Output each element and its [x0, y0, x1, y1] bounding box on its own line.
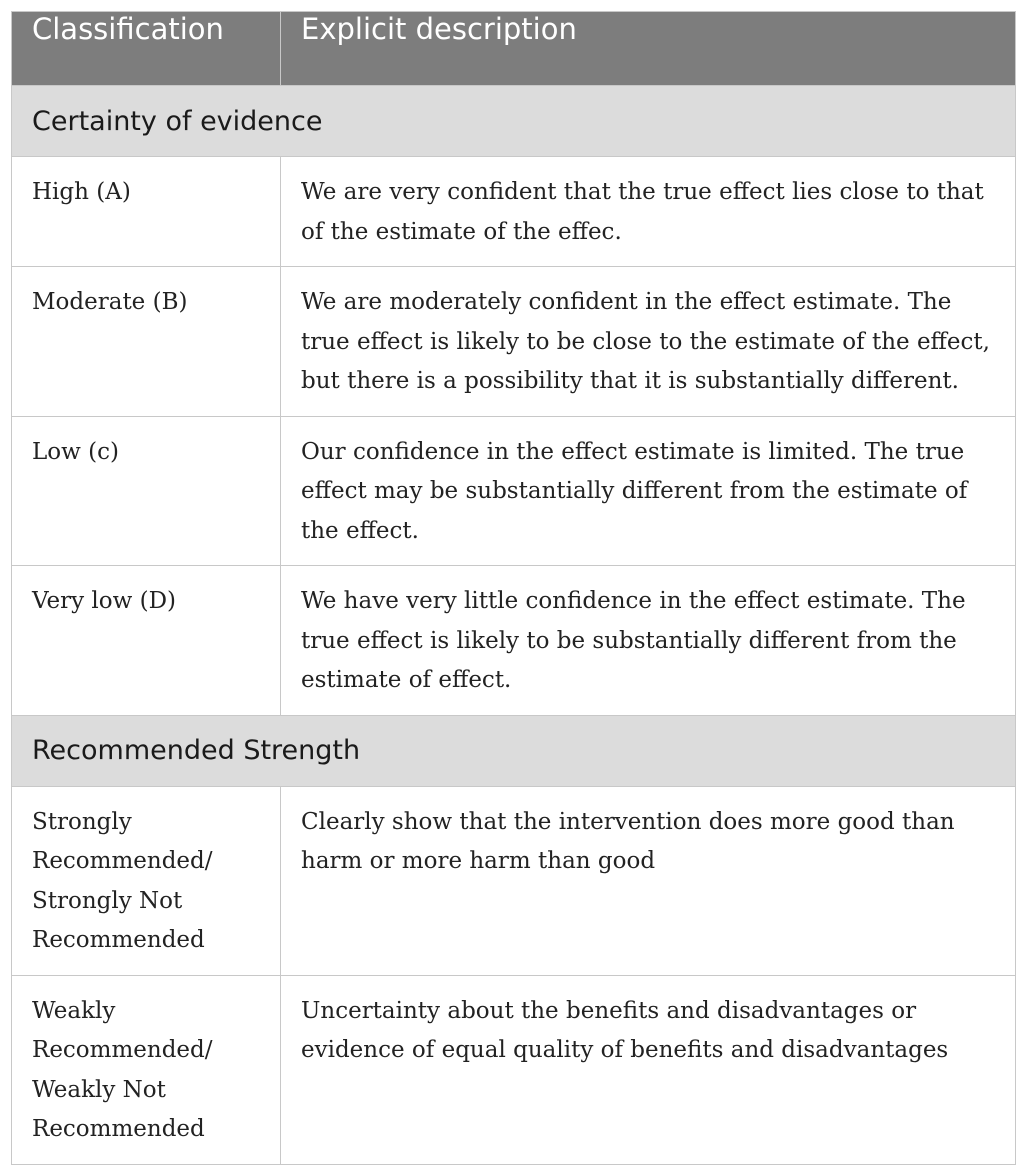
table-row	[12, 566, 1016, 716]
description-cell: We are very confident that the true effect lies close to that of the estimate of the effec.	[281, 157, 1016, 267]
classification-cell: Low (c)	[12, 416, 281, 566]
description-cell: Our confidence in the effect estimate is limited. The true effect may be substantially different from the estimate of the effect.	[281, 416, 1016, 566]
table-row	[12, 786, 1016, 975]
classification-cell: Weakly Recommended/ Weakly Not Recommended	[12, 975, 281, 1164]
section-title: Recommended Strength	[12, 715, 1016, 786]
description-cell: We are moderately confident in the effect estimate. The true effect is likely to be close to the estimate of the effect, but there is a possibility that it is substantially different.	[281, 267, 1016, 417]
header-classification: Classification	[12, 12, 281, 86]
section-title: Certainty of evidence	[12, 86, 1016, 157]
table-row	[12, 267, 1016, 417]
header-row	[12, 12, 1016, 86]
section-row-certainty	[12, 86, 1016, 157]
classification-cell: Very low (D)	[12, 566, 281, 716]
header-description: Explicit description	[281, 12, 1016, 86]
table-row	[12, 975, 1016, 1164]
classification-table	[11, 11, 1016, 1165]
table-row	[12, 416, 1016, 566]
classification-cell: Strongly Recommended/ Strongly Not Recommended	[12, 786, 281, 975]
classification-cell: High (A)	[12, 157, 281, 267]
description-cell: We have very little confidence in the effect estimate. The true effect is likely to be substantially different from the estimate of effect.	[281, 566, 1016, 716]
classification-cell: Moderate (B)	[12, 267, 281, 417]
description-cell: Clearly show that the intervention does more good than harm or more harm than good	[281, 786, 1016, 975]
table-row	[12, 157, 1016, 267]
section-row-strength	[12, 715, 1016, 786]
description-cell: Uncertainty about the benefits and disadvantages or evidence of equal quality of benefits and disadvantages	[281, 975, 1016, 1164]
